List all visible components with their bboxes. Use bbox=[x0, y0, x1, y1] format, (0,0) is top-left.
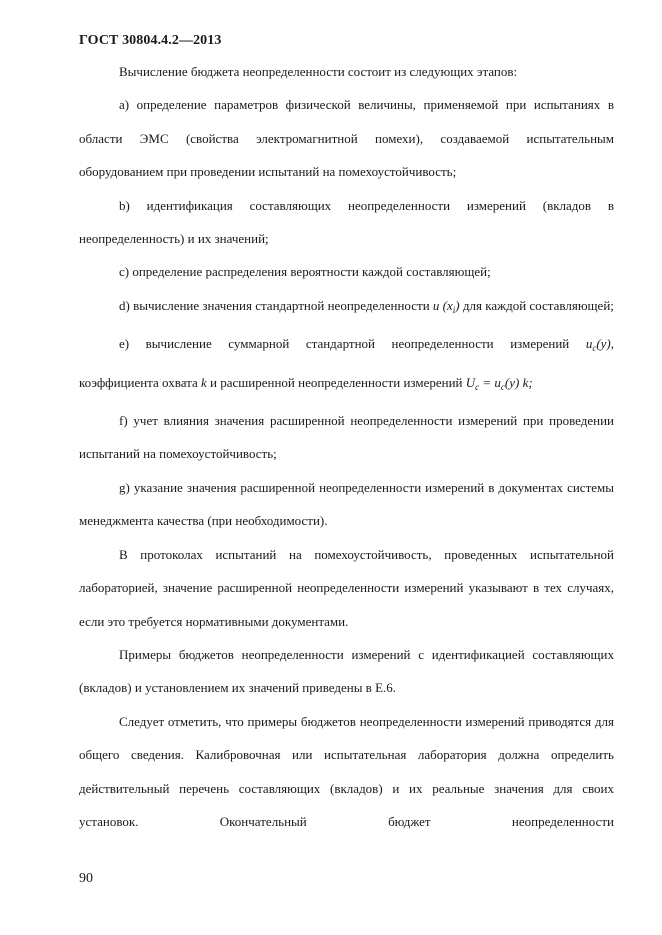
paragraph-intro: Вычисление бюджета неопределенности состоит из следующих этапов: bbox=[119, 64, 518, 79]
list-item-e-mid1: коэффициента охвата bbox=[79, 374, 201, 390]
math-close: ) bbox=[455, 297, 460, 313]
list-item-d bbox=[79, 289, 614, 327]
document-header: ГОСТ 30804.4.2—2013 bbox=[79, 33, 222, 48]
list-item-e-text: е) вычисление суммарной стандартной неопределенности измерений bbox=[119, 336, 586, 352]
math-u2: u bbox=[494, 374, 501, 390]
list-item-a: а) определение параметров физической величины, применяемой при испытаниях в области ЭМС (свойства электромагнитной помехи), создаваемой испытательным оборудованием при проведении испытаний на помехоустойчивость; bbox=[79, 97, 614, 180]
list-item-f: f) учет влияния значения расширенной неопределенности измерений при проведении испытаний на помехоустойчивость; bbox=[79, 413, 614, 462]
math-sub-i: i bbox=[452, 304, 456, 315]
page-number: 90 bbox=[79, 871, 93, 886]
math-k: k bbox=[200, 374, 207, 390]
document-body bbox=[79, 55, 614, 838]
math-U: U bbox=[465, 374, 476, 390]
list-item-d-tail: для каждой составляющей; bbox=[459, 297, 614, 313]
list-item-g: g) указание значения расширенной неопределенности измерений в документах системы менеджмента качества (при необходимости). bbox=[79, 479, 614, 529]
paragraph-examples: Примеры бюджетов неопределенности измерений с идентификацией составляющих (вкладов) и установлением их значений приведены в Е.6. bbox=[79, 646, 614, 696]
list-item-b: b) идентификация составляющих неопределенности измерений (вкладов в неопределенность) и их значений; bbox=[79, 197, 614, 247]
math-tail: (y) k; bbox=[504, 374, 533, 390]
math-u: u bbox=[432, 297, 440, 313]
list-item-e bbox=[79, 327, 614, 404]
math-eq: = bbox=[479, 374, 495, 390]
math-uc: u bbox=[585, 336, 593, 352]
paragraph-note: Следует отметить, что примеры бюджетов неопределенности измерений приводятся для общего сведения. Калибровочная или испытательная лаборатория должна определить действительный перечень составляющих (вкладов) и их реальные значения для своих установок. Окончательный бюджет неопределенности bbox=[79, 713, 614, 829]
math-uc-sub: c bbox=[592, 343, 597, 354]
list-item-c: с) определение распределения вероятности каждой составляющей; bbox=[119, 264, 491, 280]
math-uc-arg: (y), bbox=[596, 336, 614, 352]
list-item-d-text: d) вычисление значения стандартной неопределенности bbox=[119, 297, 433, 313]
math-u2-sub: c bbox=[500, 381, 505, 392]
math-U-sub: c bbox=[475, 381, 480, 392]
paragraph-protocols: В протоколах испытаний на помехоустойчивость, проведенных испытательной лабораторией, значение расширенной неопределенности измерений указывают в тех случаях, если это требуется нормативными документами. bbox=[79, 546, 614, 629]
math-arg: (x bbox=[442, 297, 453, 313]
list-item-e-mid2: и расширенной неопределенности измерений bbox=[206, 374, 466, 390]
